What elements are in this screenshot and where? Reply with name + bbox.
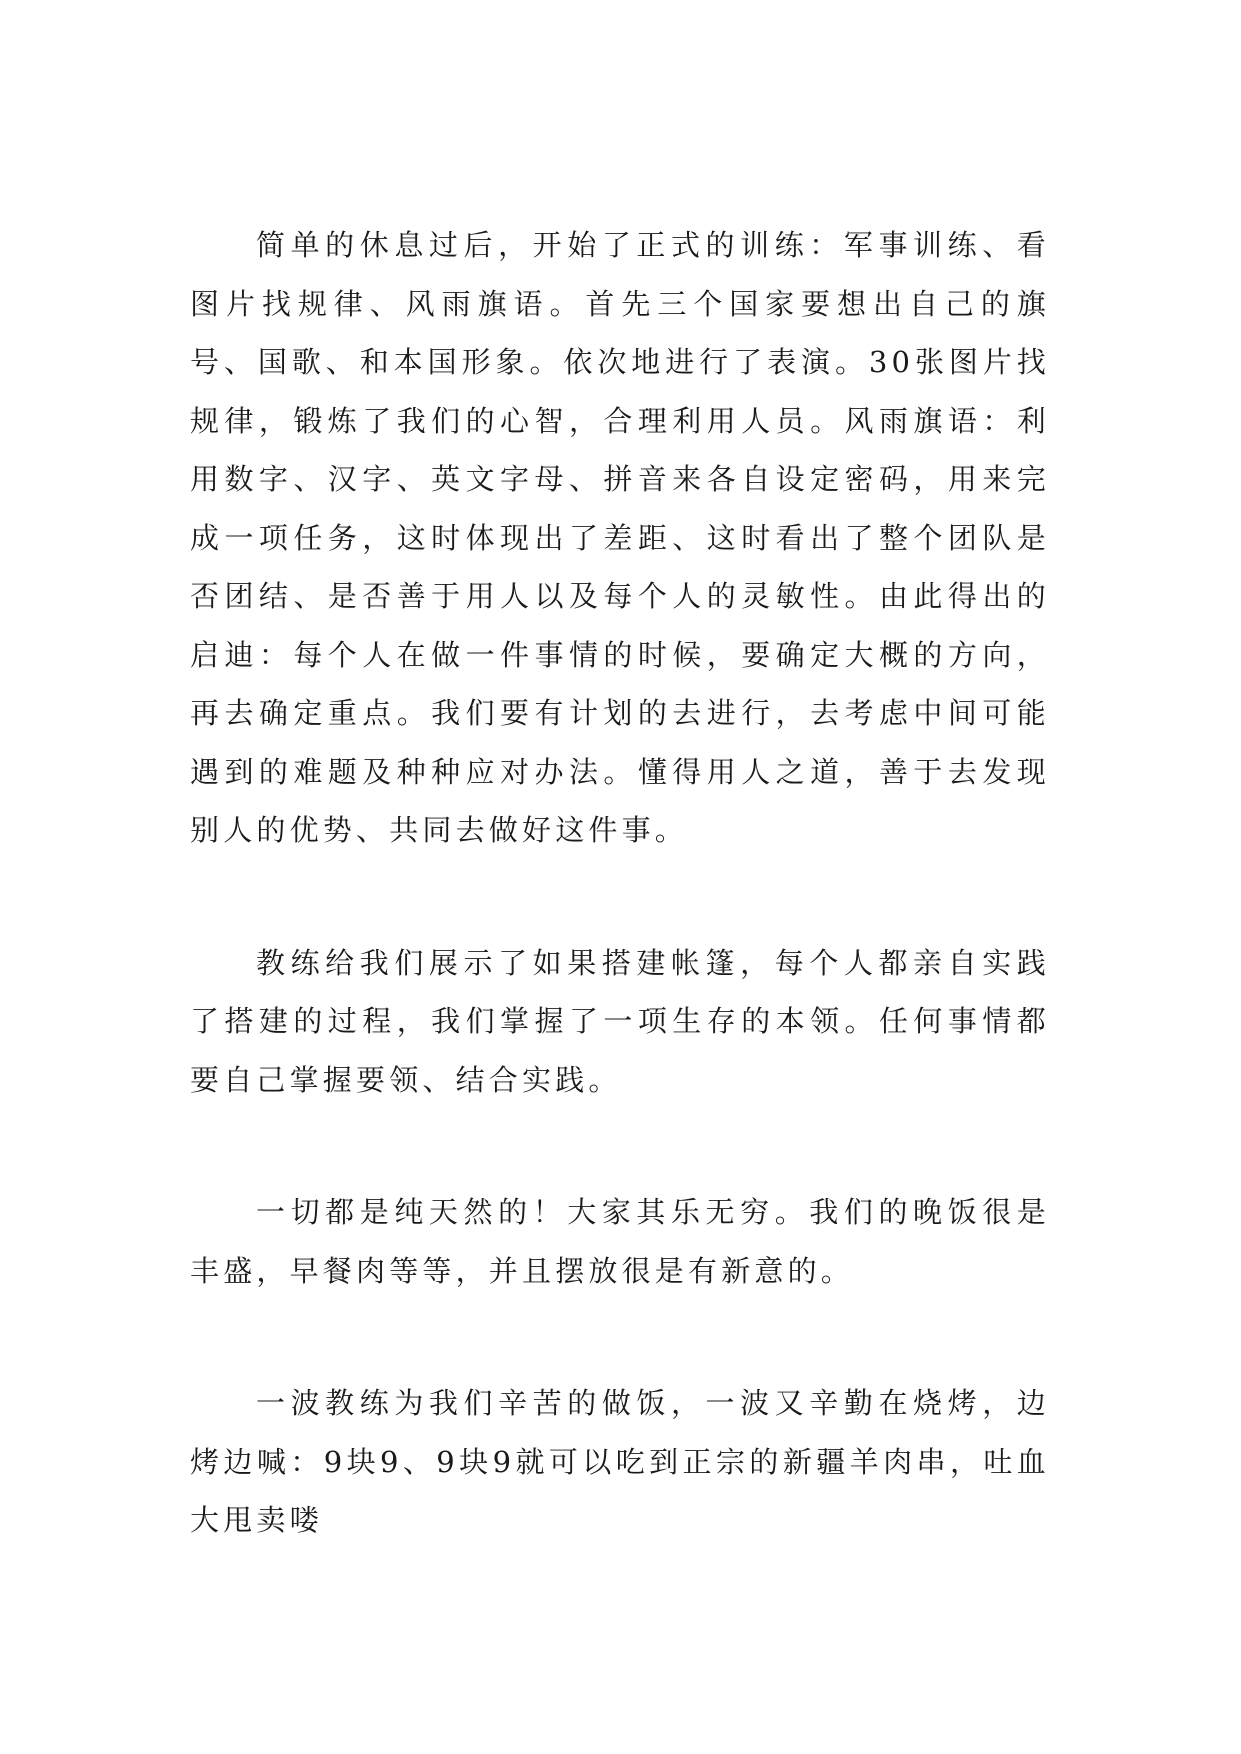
paragraph-barbecue: 一波教练为我们辛苦的做饭，一波又辛勤在烧烤，边烤边喊：9块9、9块9就可以吃到正宗的新疆羊肉串，吐血大甩卖喽: [190, 1386, 1050, 1537]
paragraph-training: 简单的休息过后，开始了正式的训练：军事训练、看图片找规律、风雨旗语。首先三个国家要想出自己的旗号、国歌、和本国形象。依次地进行了表演。30张图片找规律，锻炼了我们的心智，合理利用人员。风雨旗语：利用数字、汉字、英文字母、拼音来各自设定密码，用来完成一项任务，这时体现出了差距、这时看出了整个团队是否团结、是否善于用人以及每个人的灵敏性。由此得出的启迪：每个人在做一件事情的时候，要确定大概的方向，再去确定重点。我们要有计划的去进行，去考虑中间可能遇到的难题及种种应对办法。懂得用人之道，善于去发现别人的优势、共同去做好这件事。: [190, 228, 1050, 847]
document-body: [190, 216, 1050, 1550]
paragraph-gap: [190, 1109, 1050, 1183]
paragraph-dinner: 一切都是纯天然的！大家其乐无穷。我们的晚饭很是丰盛，早餐肉等等，并且摆放很是有新意的。: [190, 1195, 1050, 1288]
paragraph-gap: [190, 1300, 1050, 1374]
paragraph-tent: 教练给我们展示了如果搭建帐篷，每个人都亲自实践了搭建的过程，我们掌握了一项生存的本领。任何事情都要自己掌握要领、结合实践。: [190, 945, 1050, 1097]
paragraph-gap: [190, 860, 1050, 934]
